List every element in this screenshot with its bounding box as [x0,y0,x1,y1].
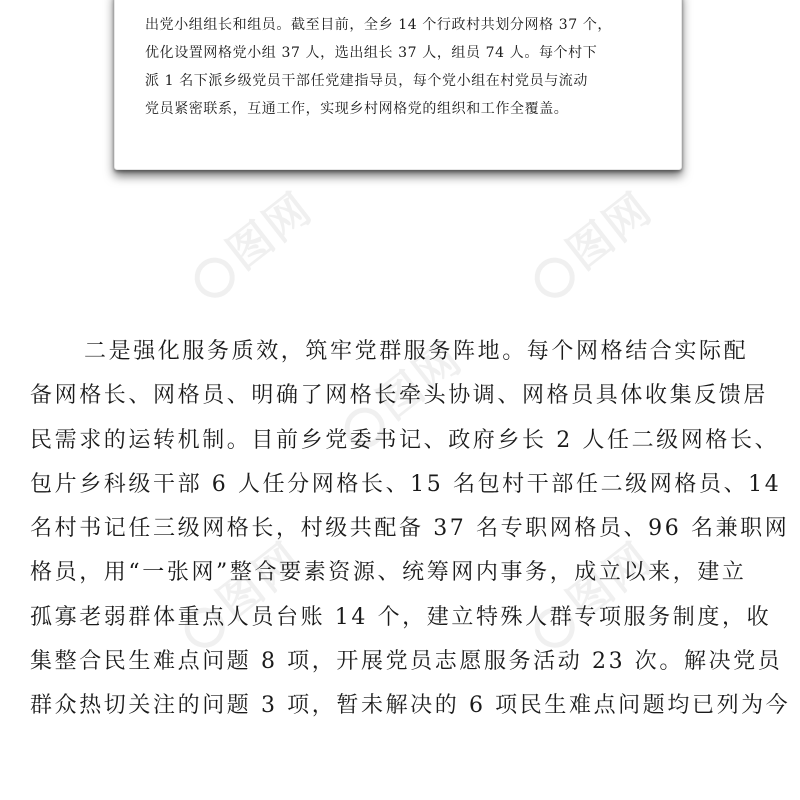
body-line: 格员，用“一张网”整合要素资源、统筹网内事务，成立以来，建立 [30,560,747,586]
card-paragraph [145,11,660,123]
body-line: 孤寡老弱群体重点人员台账 14 个，建立特殊人群专项服务制度，收 [30,604,772,630]
watermark-logo: 图网 [325,324,473,459]
card-line: 出党小组组长和组员。截至目前，全乡 14 个行政村共划分网格 37 个， [145,17,613,33]
card-line: 派 1 名下派乡级党员干部任党建指导员，每个党小组在村党员与流动 [145,73,589,89]
watermark-logo: 图网 [165,524,313,659]
body-line: 二是强化服务质效，筑牢党群服务阵地。每个网格结合实际配 [84,339,749,364]
body-line: 集整合民生难点问题 8 项，开展党员志愿服务活动 23 次。解决党员 [30,649,783,675]
quote-card [114,0,682,170]
card-line: 党员紧密联系，互通工作，实现乡村网格党的组织和工作全覆盖。 [145,101,569,117]
body-line: 民需求的运转机制。目前乡党委书记、政府乡长 2 人任二级网格长、 [30,427,780,453]
watermark-logo: 图网 [175,174,323,309]
body-line: 名村书记任三级网格长，村级共配备 37 名专职网格员、96 名兼职网 [30,516,790,542]
body-line: 包片乡科级干部 6 人任分网格长、15 名包村干部任二级网格员、14 [30,471,782,497]
body-line: 备网格长、网格员、明确了网格长牵头协调、网格员具体收集反馈居 [30,383,769,409]
main-paragraph [30,330,791,729]
card-line: 优化设置网格党小组 37 人，选出组长 37 人，组员 74 人。每个村下 [145,45,598,61]
watermark-logo: 图网 [515,174,663,309]
watermark-logo: 图网 [515,524,663,659]
body-line: 群众热切关注的问题 3 项，暂未解决的 6 项民生难点问题均已列为今 [30,693,791,719]
